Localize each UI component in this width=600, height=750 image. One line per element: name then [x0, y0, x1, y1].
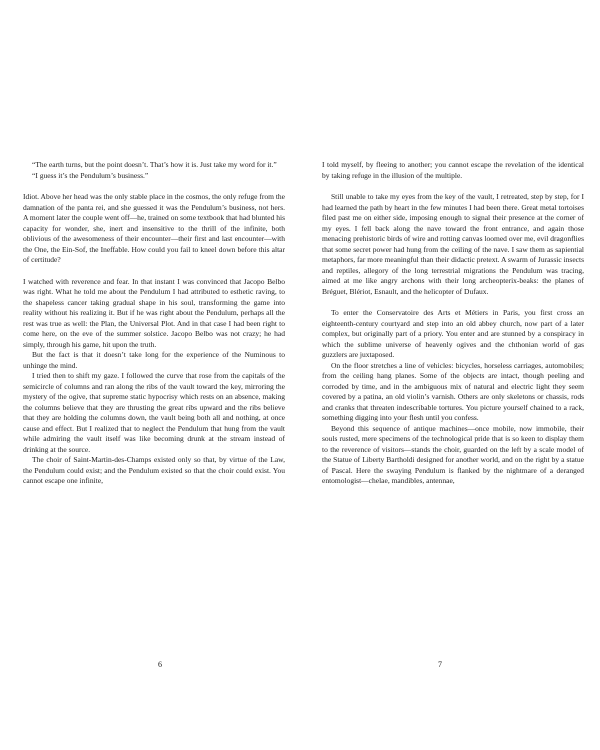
right-paragraph-2: Still unable to take my eyes from the key of the vault, I retreated, step by step, for I had learned the path by heart in the few minutes I had been there. Great metal tortoises filed past me on either side, imposing enough to signal their presence at the corner of my eyes. I fell back along the nave toward the front entrance, and again those menacing prehistoric birds of wire and rotting canvas loomed over me, evil dragonflies that some secret power had hung from the ceiling of the nave. I saw them as sapiential metaphors, far more meaningful than their didactic pretext. A swarm of Jurassic insects and reptiles, allegory of the long terrestrial migrations the Pendulum was tracing, aimed at me like angry archons with their long archeopterix-beaks: the planes of Bréguet, Blériot, Esnault, and the helicopter of Dufaux.: [322, 192, 584, 296]
left-paragraph-6: I tried then to shift my gaze. I followed the curve that rose from the capitals of the semicircle of columns and ran along the ribs of the vault toward the key, mirroring the mystery of the ogive, that supreme static hypocrisy which rests on an absence, making the columns believe that they are thrusting the great ribs upward and the ribs believe that they are holding the columns down, the vault being both all and nothing, at once cause and effect. But I realized that to neglect the Pendulum that hung from the vault while admiring the vault itself was like becoming drunk at the stream instead of drinking at the source.: [23, 371, 285, 454]
left-page-text-column: [23, 160, 285, 487]
right-paragraph-4: On the floor stretches a line of vehicles: bicycles, horseless carriages, automobiles; from the ceiling hang planes. Some of the objects are intact, though peeling and corroded by time, and in the ambiguous mix of natural and electric light they seem covered by a patina, an old violin’s varnish. Others are only skeletons or chassis, rods and cranks that threaten indescribable tortures. You picture yourself chained to a rack, something digging into your flesh until you confess.: [322, 360, 584, 422]
right-page-number: 7: [438, 660, 442, 669]
right-page-text-column: [322, 160, 584, 487]
left-paragraph-1: “The earth turns, but the point doesn’t. That’s how it is. Just take my word for it.”: [32, 160, 277, 169]
left-paragraph-5: But the fact is that it doesn’t take long for the experience of the Numinous to unhinge the mind.: [23, 350, 285, 370]
right-page: [300, 0, 600, 750]
left-page-number: 6: [158, 660, 162, 669]
left-paragraph-2: “I guess it’s the Pendulum’s business.”: [32, 170, 149, 180]
left-paragraph-3: Idiot. Above her head was the only stable place in the cosmos, the only refuge from the damnation of the panta rei, and she guessed it was the Pendulum’s business, not hers. A moment later the couple went off—he, trained on some textbook that had blunted his capacity for wonder, she, inert and insensitive to the thrill of the infinite, both oblivious of the awesomeness of their encounter—their first and last encounter—with the One, the Ein-Sof, the Ineffable. How could you fail to kneel down before this altar of certitude?: [23, 192, 285, 264]
right-paragraph-1: I told myself, by fleeing to another; you cannot escape the revelation of the identical by taking refuge in the illusion of the multiple.: [322, 160, 584, 180]
right-paragraph-3: To enter the Conservatoire des Arts et Métiers in Paris, you first cross an eighteenth-century courtyard and step into an old abbey church, now part of a later complex, but originally part of a priory. You enter and are stunned by a conspiracy in which the sublime universe of heavenly ogives and the chthonian world of gas guzzlers are juxtaposed.: [322, 308, 584, 359]
right-paragraph-5: Beyond this sequence of antique machines—once mobile, now immobile, their souls rusted, mere specimens of the technological pride that is so keen to display them to the reverence of visitors—stands the choir, guarded on the left by a scale model of the Statue of Liberty Bartholdi designed for another world, and on the right by a statue of Pascal. Here the swaying Pendulum is flanked by the nightmare of a deranged entomologist—chelae, mandibles, antennae,: [322, 423, 584, 485]
left-paragraph-7: The choir of Saint-Martin-des-Champs existed only so that, by virtue of the Law, the Pendulum could exist; and the Pendulum existed so that the choir could exist. You cannot escape one infinite,: [23, 455, 285, 485]
left-paragraph-4: I watched with reverence and fear. In that instant I was convinced that Jacopo Belbo was right. What he told me about the Pendulum I had attributed to esthetic raving, to the shapeless cancer taking gradual shape in his soul, transforming the game into reality without his realizing it. But if he was right about the Pendulum, perhaps all the rest was true as well: the Plan, the Universal Plot. And in that case I had been right to come here, on the eve of the summer solstice. Jacopo Belbo was not crazy; he had simply, through his game, hit upon the truth.: [23, 276, 285, 349]
